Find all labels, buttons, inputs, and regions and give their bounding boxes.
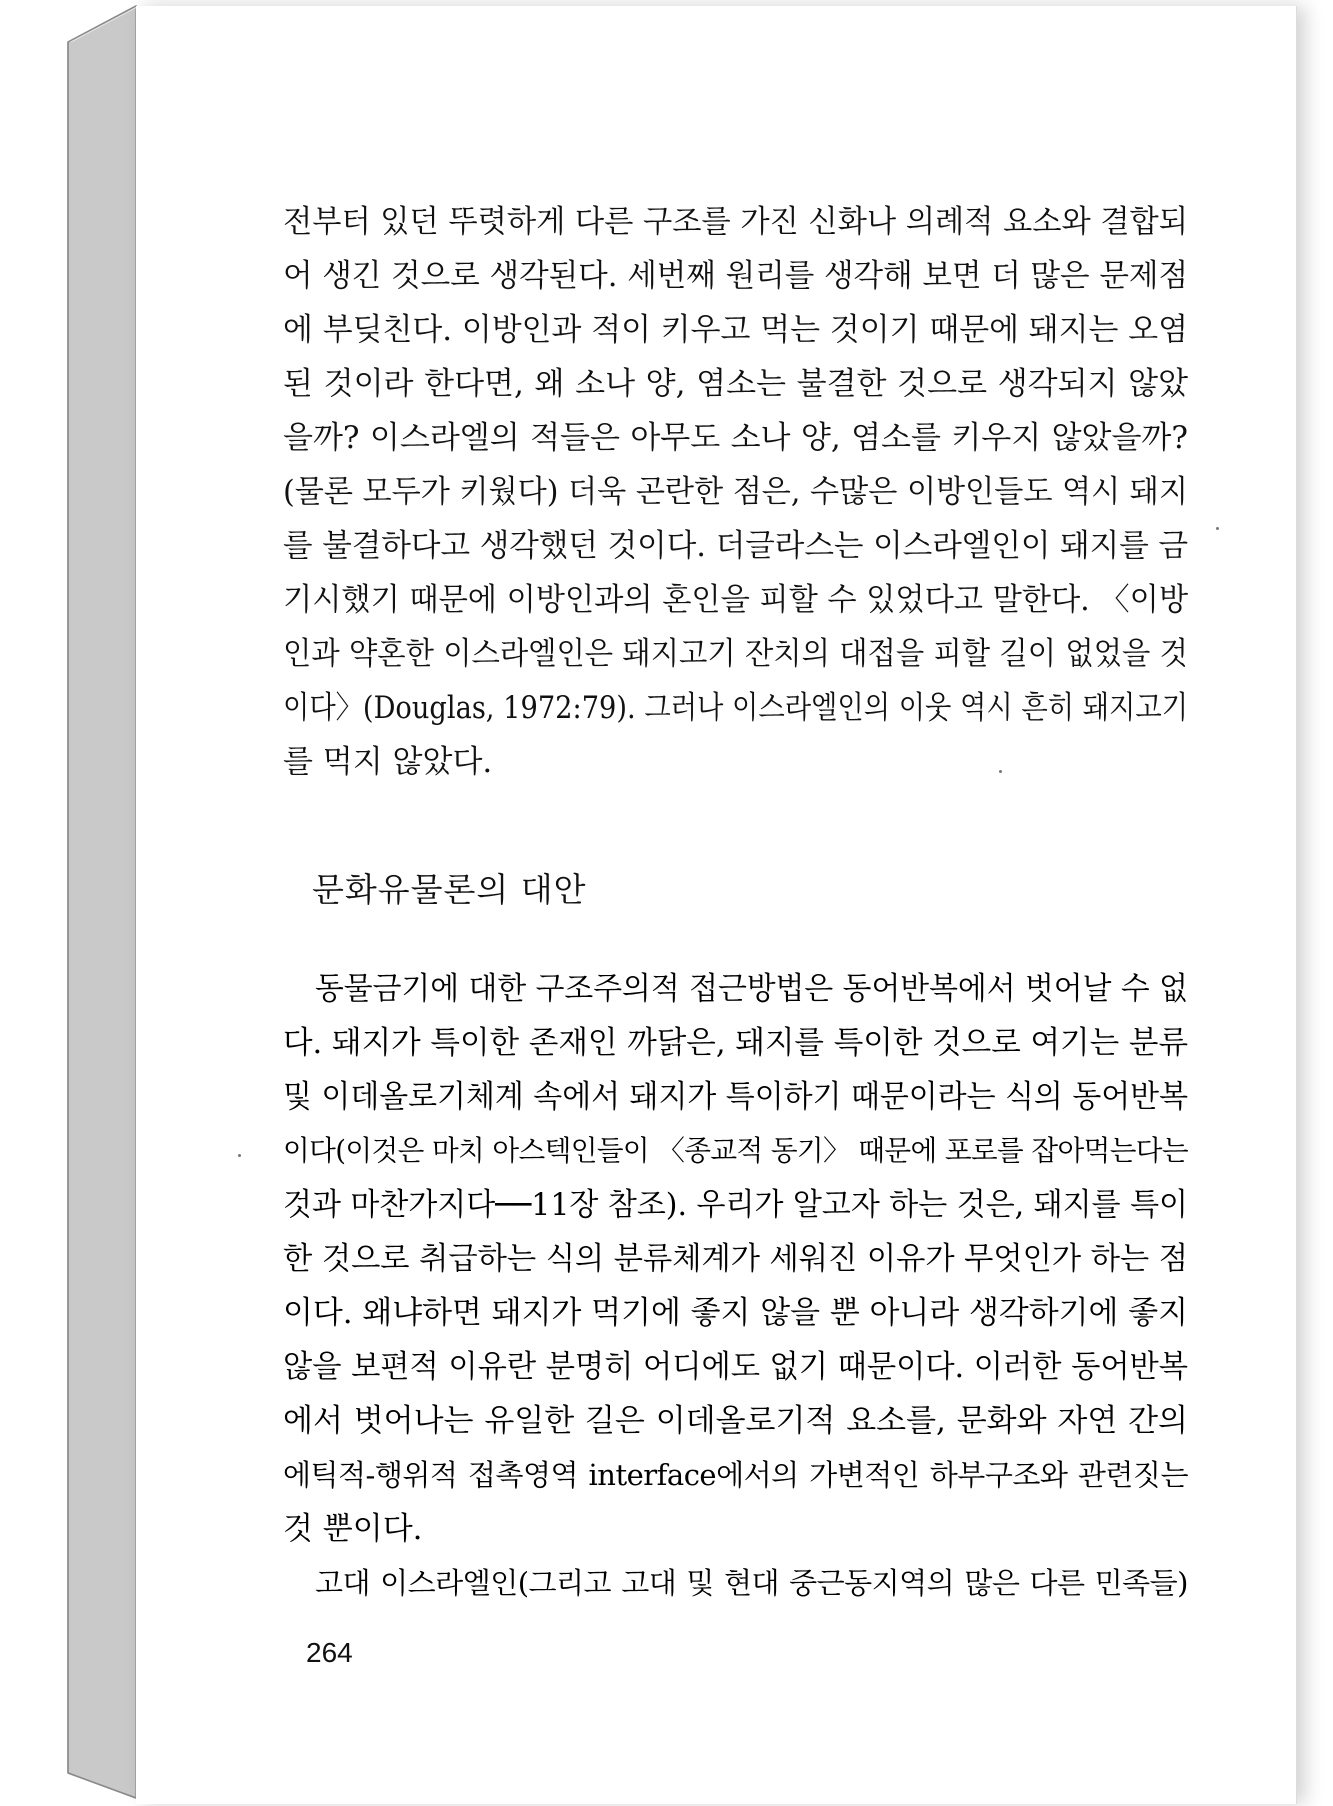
text-line: 것 뿐이다. (283, 1511, 423, 1547)
text-line: 에 부딪친다. 이방인과 적이 키우고 먹는 것이기 때문에 돼지는 오염 (283, 312, 1188, 348)
text-line: 인과 약혼한 이스라엘인은 돼지고기 잔치의 대접을 피할 길이 없었을 것 (283, 636, 1188, 672)
text-line: 이다. 왜냐하면 돼지가 먹기에 좋지 않을 뿐 아니라 생각하기에 좋지 (283, 1295, 1188, 1331)
text-line: 어 생긴 것으로 생각된다. 세번째 원리를 생각해 보면 더 많은 문제점 (283, 258, 1188, 294)
text-line: 을까? 이스라엘의 적들은 아무도 소나 양, 염소를 키우지 않았을까? (283, 420, 1188, 456)
scan-speck (1216, 527, 1219, 530)
scan-speck (238, 1154, 241, 1157)
text-line: 것과 마찬가지다──11장 참조). 우리가 알고자 하는 것은, 돼지를 특이 (283, 1187, 1188, 1223)
text-line: 이다〉(Douglas, 1972:79). 그러나 이스라엘인의 이웃 역시 흔히 돼지고기 (283, 690, 1188, 726)
paragraph-1 (283, 195, 1188, 789)
text-line: (물론 모두가 키웠다) 더욱 곤란한 점은, 수많은 이방인들도 역시 돼지 (283, 474, 1188, 510)
text-line: 고대 이스라엘인(그리고 고대 및 현대 중근동지역의 많은 다른 민족들) (315, 1566, 1188, 1600)
text-line: 를 불결하다고 생각했던 것이다. 더글라스는 이스라엘인이 돼지를 금 (283, 528, 1188, 564)
text-line: 다. 돼지가 특이한 존재인 까닭은, 돼지를 특이한 것으로 여기는 분류 (283, 1025, 1188, 1061)
section-heading: 문화유물론의 대안 (312, 870, 587, 909)
text-line: 않을 보편적 이유란 분명히 어디에도 없기 때문이다. 이러한 동어반복 (283, 1349, 1188, 1385)
text-line: 를 먹지 않았다. (283, 744, 493, 780)
text-line: 된 것이라 한다면, 왜 소나 양, 염소는 불결한 것으로 생각되지 않았 (283, 366, 1188, 402)
text-line: 이다(이것은 마치 아스텍인들이 〈종교적 동기〉 때문에 포로를 잡아먹는다는 (283, 1134, 1188, 1167)
text-line: 동물금기에 대한 구조주의적 접근방법은 동어반복에서 벗어날 수 없 (315, 971, 1188, 1007)
text-line: 한 것으로 취급하는 식의 분류체계가 세워진 이유가 무엇인가 하는 점 (283, 1241, 1188, 1277)
text-line: 및 이데올로기체계 속에서 돼지가 특이하기 때문이라는 식의 동어반복 (283, 1079, 1188, 1115)
text-line: 전부터 있던 뚜렷하게 다른 구조를 가진 신화나 의례적 요소와 결합되 (283, 204, 1188, 240)
text-line: 기시했기 때문에 이방인과의 혼인을 피할 수 있었다고 말한다. 〈이방 (283, 582, 1188, 618)
paragraph-2 (283, 962, 1188, 1610)
page-number: 264 (306, 1637, 353, 1668)
text-line: 에틱적-행위적 접촉영역 interface에서의 가변적인 하부구조와 관련짓는 (283, 1458, 1188, 1492)
text-line: 에서 벗어나는 유일한 길은 이데올로기적 요소를, 문화와 자연 간의 (283, 1403, 1188, 1439)
